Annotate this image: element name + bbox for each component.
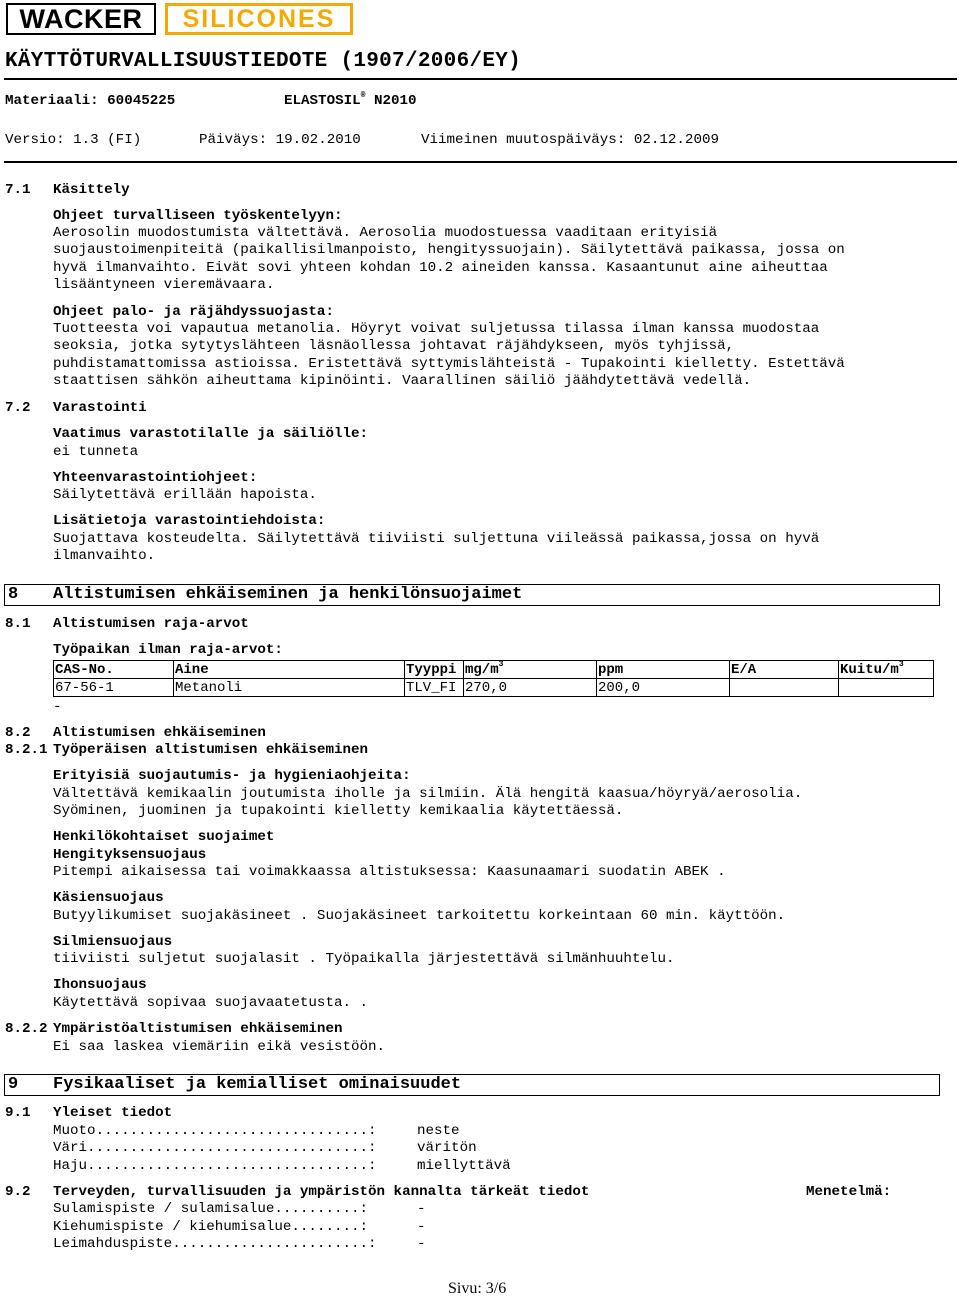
skin-protection-heading: Ihonsuojaus: [53, 977, 147, 993]
header-mgm3-text: mg/m: [465, 662, 499, 678]
header-fiber-text: Kuitu/m: [840, 662, 899, 678]
cell-ea: [730, 679, 839, 697]
storage-info-text: Suojattava kosteudelta. Säilytettävä tiiviisti suljettuna viileässä paikassa,jossa on hyvä ilmanvaihto.: [53, 531, 820, 565]
section-8-1-title: Altistumisen raja-arvot: [53, 616, 249, 632]
section-8-2-2-number: 8.2.2: [5, 1021, 48, 1037]
section-7-2-title: Varastointi: [53, 400, 147, 416]
cell-ppm: 200,0: [597, 679, 730, 697]
product-code: N2010: [373, 93, 417, 109]
section-7-1-number: 7.1: [5, 182, 31, 198]
property-value: -: [417, 1201, 426, 1217]
header-substance: Aine: [174, 661, 405, 679]
storage-requirement-text: ei tunneta: [53, 444, 139, 460]
personal-protection-heading: Henkilökohtaiset suojaimet: [53, 829, 275, 845]
header-cas: CAS-No.: [54, 661, 174, 679]
property-label: Leimahduspiste.......................:: [53, 1236, 377, 1252]
cell-fiber: [839, 679, 934, 697]
table-dash: -: [53, 699, 62, 715]
property-label: Väri.................................:: [53, 1140, 377, 1156]
cell-mgm3: 270,0: [464, 679, 597, 697]
workplace-limits-heading: Työpaikan ilman raja-arvot:: [53, 642, 283, 658]
property-value: -: [417, 1236, 426, 1252]
header-rule: [4, 161, 957, 163]
section-8-1-number: 8.1: [5, 616, 31, 632]
fire-protection-heading: Ohjeet palo- ja räjähdyssuojasta:: [53, 304, 334, 320]
section-8-2-1-title: Työperäisen altistumisen ehkäiseminen: [53, 742, 369, 758]
product-name: [284, 93, 417, 109]
eye-protection-text: tiiviisti suljetut suojalasit . Työpaikalla järjestettävä silmänhuuhtelu.: [53, 951, 675, 967]
section-8-title: Altistumisen ehkäiseminen ja henkilönsuojaimet: [53, 585, 523, 604]
hand-protection-heading: Käsiensuojaus: [53, 890, 164, 906]
section-9-1-title: Yleiset tiedot: [53, 1105, 173, 1121]
version-info: Versio: 1.3 (FI): [5, 132, 142, 148]
property-value: neste: [417, 1123, 460, 1139]
hygiene-text: Vältettävä kemikaalin joutumista iholle ja silmiin. Älä hengitä kaasua/höyryä/aerosolia. Syöminen, juominen ja tupakointi kielletty kemikaalia käytettäessä.: [53, 786, 803, 820]
section-8-2-1-number: 8.2.1: [5, 742, 48, 758]
header-mgm3: [464, 661, 597, 679]
section-9-title: Fysikaaliset ja kemialliset ominaisuudet: [53, 1075, 462, 1094]
exposure-limits-table: [53, 660, 934, 697]
section-7-2-number: 7.2: [5, 400, 31, 416]
section-8-2-2-title: Ympäristöaltistumisen ehkäiseminen: [53, 1021, 343, 1037]
skin-protection-text: Käytettävä sopivaa suojavaatetusta. .: [53, 995, 369, 1011]
header-ppm: ppm: [597, 661, 730, 679]
property-label: Sulamispiste / sulamisalue..........:: [53, 1201, 369, 1217]
page-number: Sivu: 3/6: [448, 1280, 507, 1297]
section-7-1-title: Käsittely: [53, 182, 130, 198]
fire-protection-text: Tuotteesta voi vapautua metanolia. Höyryt voivat suljetussa tilassa ilman kanssa muodostaa seoksia, jotka sytytyslähteen läsnäollessa johtavat räjähdykseen, myös tyhjissä, puhdistamattomissa astioissa. Eristettävä syttymislähteistä - Tupakointi kielletty. Estettävä staattisen sähkön aiheuttama kipinöinti. Vaarallinen säiliö jäähdytettävä vedellä.: [53, 321, 845, 390]
header-type: Tyyppi: [405, 661, 464, 679]
method-heading: Menetelmä:: [806, 1184, 892, 1200]
property-label: Kiehumispiste / kiehumisalue........:: [53, 1219, 369, 1235]
storage-info-heading: Lisätietoja varastointiehdoista:: [53, 513, 326, 529]
material-label: Materiaali: 60045225: [5, 93, 176, 109]
environment-text: Ei saa laskea viemäriin eikä vesistöön.: [53, 1039, 386, 1055]
silicones-logo: SILICONES: [165, 3, 353, 35]
registered-mark: ®: [360, 91, 366, 100]
table-row: [54, 679, 934, 697]
eye-protection-heading: Silmiensuojaus: [53, 934, 173, 950]
header-fiber-sup: 3: [898, 660, 904, 669]
cell-substance: Metanoli: [174, 679, 405, 697]
property-value: väritön: [417, 1140, 477, 1156]
table-header-row: [54, 661, 934, 679]
section-9-2-number: 9.2: [5, 1184, 31, 1200]
section-9-header: [4, 1074, 940, 1096]
header-ea: E/A: [730, 661, 839, 679]
document-title: KÄYTTÖTURVALLISUUSTIEDOTE (1907/2006/EY): [5, 50, 522, 73]
hand-protection-text: Butyylikumiset suojakäsineet . Suojakäsineet tarkoitettu korkeintaan 60 min. käyttöön.: [53, 908, 786, 924]
property-label: Haju.................................:: [53, 1158, 377, 1174]
respiratory-heading: Hengityksensuojaus: [53, 847, 207, 863]
title-rule: [4, 78, 957, 80]
cell-type: TLV_FI: [405, 679, 464, 697]
safe-handling-heading: Ohjeet turvalliseen työskentelyyn:: [53, 208, 343, 224]
safe-handling-text: Aerosolin muodostumista vältettävä. Aerosolia muodostuessa vaaditaan erityisiä suojaustoimenpiteitä (paikallisilmanpoisto, hengityssuojain). Säilytettävä paikassa, jossa on hyvä ilmanvaihto. Eivät sovi yhteen kohdan 10.2 aineiden kanssa. Kasaantunut aine aiheuttaa lisääntyneen vieremävaara.: [53, 225, 845, 294]
date-info: Päiväys: 19.02.2010: [199, 132, 361, 148]
wacker-logo: WACKER: [6, 3, 156, 35]
property-value: -: [417, 1219, 426, 1235]
property-value: miellyttävä: [417, 1158, 511, 1174]
section-9-1-number: 9.1: [5, 1105, 31, 1121]
product-name-text: ELASTOSIL: [284, 93, 361, 109]
joint-storage-heading: Yhteenvarastointiohjeet:: [53, 470, 258, 486]
section-8-number: 8: [8, 585, 19, 604]
section-9-2-title: Terveyden, turvallisuuden ja ympäristön kannalta tärkeät tiedot: [53, 1184, 590, 1200]
joint-storage-text: Säilytettävä erillään hapoista.: [53, 487, 317, 503]
section-8-2-number: 8.2: [5, 725, 31, 741]
section-8-header: [4, 584, 940, 606]
storage-requirement-heading: Vaatimus varastotilalle ja säiliölle:: [53, 426, 369, 442]
section-8-2-title: Altistumisen ehkäiseminen: [53, 725, 266, 741]
cell-cas: 67-56-1: [54, 679, 174, 697]
last-change-info: Viimeinen muutospäiväys: 02.12.2009: [421, 132, 719, 148]
property-label: Muoto................................:: [53, 1123, 377, 1139]
respiratory-text: Pitempi aikaisessa tai voimakkaassa altistuksessa: Kaasunaamari suodatin ABEK .: [53, 864, 726, 880]
section-9-number: 9: [8, 1075, 19, 1094]
header-mgm3-sup: 3: [498, 660, 504, 669]
header-fiber: [839, 661, 934, 679]
hygiene-heading: Erityisiä suojautumis- ja hygieniaohjeita:: [53, 768, 411, 784]
